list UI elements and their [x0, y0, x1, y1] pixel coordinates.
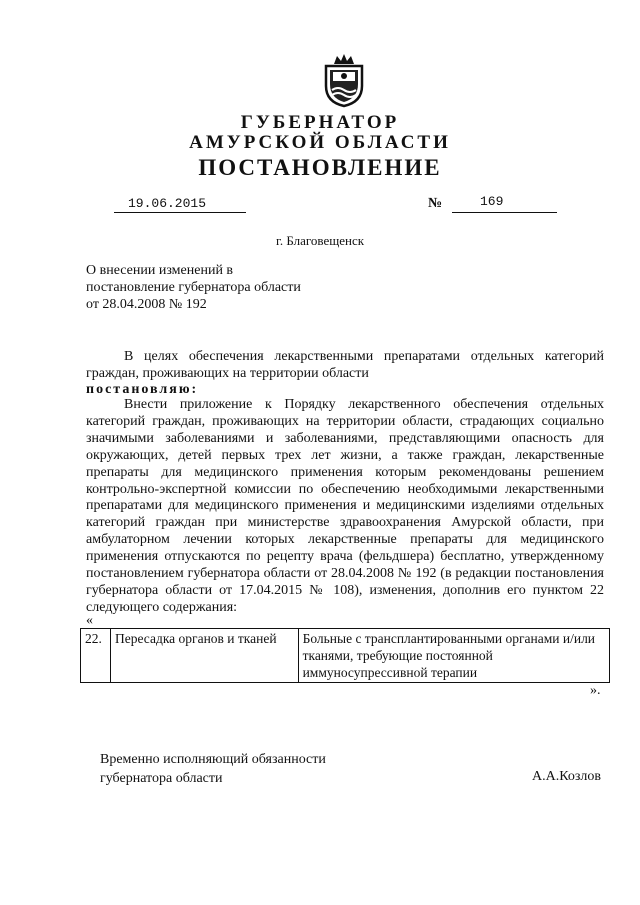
table-cell-procedure: Пересадка органов и тканей: [110, 629, 298, 683]
table-row: [81, 629, 610, 683]
number-label: №: [428, 196, 443, 211]
signature-position: [100, 750, 326, 788]
signature-position-line1: Временно исполняющий обязанности: [100, 752, 326, 767]
header-region: АМУРСКОЙ ОБЛАСТИ: [189, 132, 451, 153]
quote-close: ».: [590, 683, 601, 698]
document-type-title: ПОСТАНОВЛЕНИЕ: [198, 155, 442, 180]
preamble-paragraph: В целях обеспечения лекарственными препаратами отдельных категорий граждан, проживающих на территории области: [86, 349, 604, 381]
main-paragraph: Внести приложение к Порядку лекарственного обеспечения отдельных категорий граждан, проживающих на территории области, страдающих социально значимыми заболеваниями и заболеваниями, представляющими опасность для окружающих, детей первых трех лет жизни, а также граждан, лекарственные препараты для медицинского применения которым рекомендованы решением контрольно-экспертной комиссии по обеспечению необходимыми лекарственными препаратами для медицинского применения и медицинскими изделиями отдельных категорий граждан при министерстве здравоохранения Амурской области, при амбулаторном лечении которых лекарственные препараты для медицинского применения отпускаются по рецепту врача (фельдшера) бесплатно, утвержденному постановлением губернатора области от 28.04.2008 № 192 (в редакции постановления губернатора области от 17.04.2015 № 108), изменения, дополнив его пунктом 22 следующего содержания:: [86, 397, 604, 615]
amendment-table: [80, 628, 610, 683]
document-city: г. Благовещенск: [275, 233, 365, 248]
document-date: 19.06.2015: [114, 196, 246, 213]
table-cell-patients: Больные с трансплантированными органами и/или тканями, требующие постоянной иммуносупрессивной терапии: [298, 629, 609, 683]
quote-open: «: [86, 613, 93, 628]
header-governor: ГУБЕРНАТОР: [240, 112, 400, 133]
decree-word: постановляю:: [86, 382, 199, 397]
table-cell-number: 22.: [81, 629, 111, 683]
document-subject: О внесении изменений в постановление губернатора области от 28.04.2008 № 192: [86, 263, 301, 312]
signer-name: А.А.Козлов: [532, 769, 601, 784]
amur-oblast-coat-of-arms-icon: [322, 52, 366, 108]
signature-position-line2: губернатора области: [100, 771, 223, 786]
document-number: 169: [452, 194, 557, 213]
